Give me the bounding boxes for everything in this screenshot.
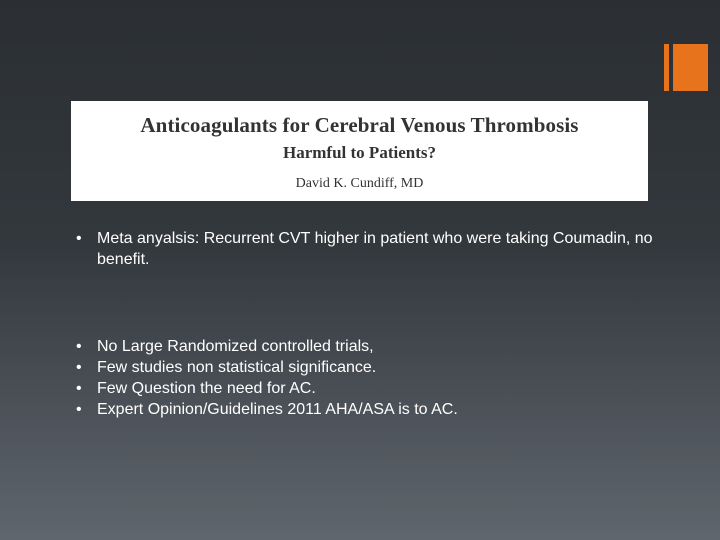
article-header-image	[71, 101, 648, 201]
bullet-list-top	[76, 228, 656, 270]
article-subtitle: Harmful to Patients?	[283, 143, 436, 162]
bullet-item: • Meta anyalsis: Recurrent CVT higher in patient who were taking Coumadin, no benefit.	[76, 228, 656, 270]
bullet-item: • Expert Opinion/Guidelines 2011 AHA/ASA is to AC.	[76, 399, 656, 420]
bullet-list-bottom	[76, 336, 656, 420]
bullet-item: • Few studies non statistical significance.	[76, 357, 656, 378]
accent-bar-thin	[664, 44, 669, 91]
bullet-item: • Few Question the need for AC.	[76, 378, 656, 399]
accent-bar-thick	[673, 44, 708, 91]
bullet-item: • No Large Randomized controlled trials,	[76, 336, 656, 357]
article-title: Anticoagulants for Cerebral Venous Thrombosis	[140, 113, 579, 137]
article-author: David K. Cundiff, MD	[295, 176, 424, 191]
